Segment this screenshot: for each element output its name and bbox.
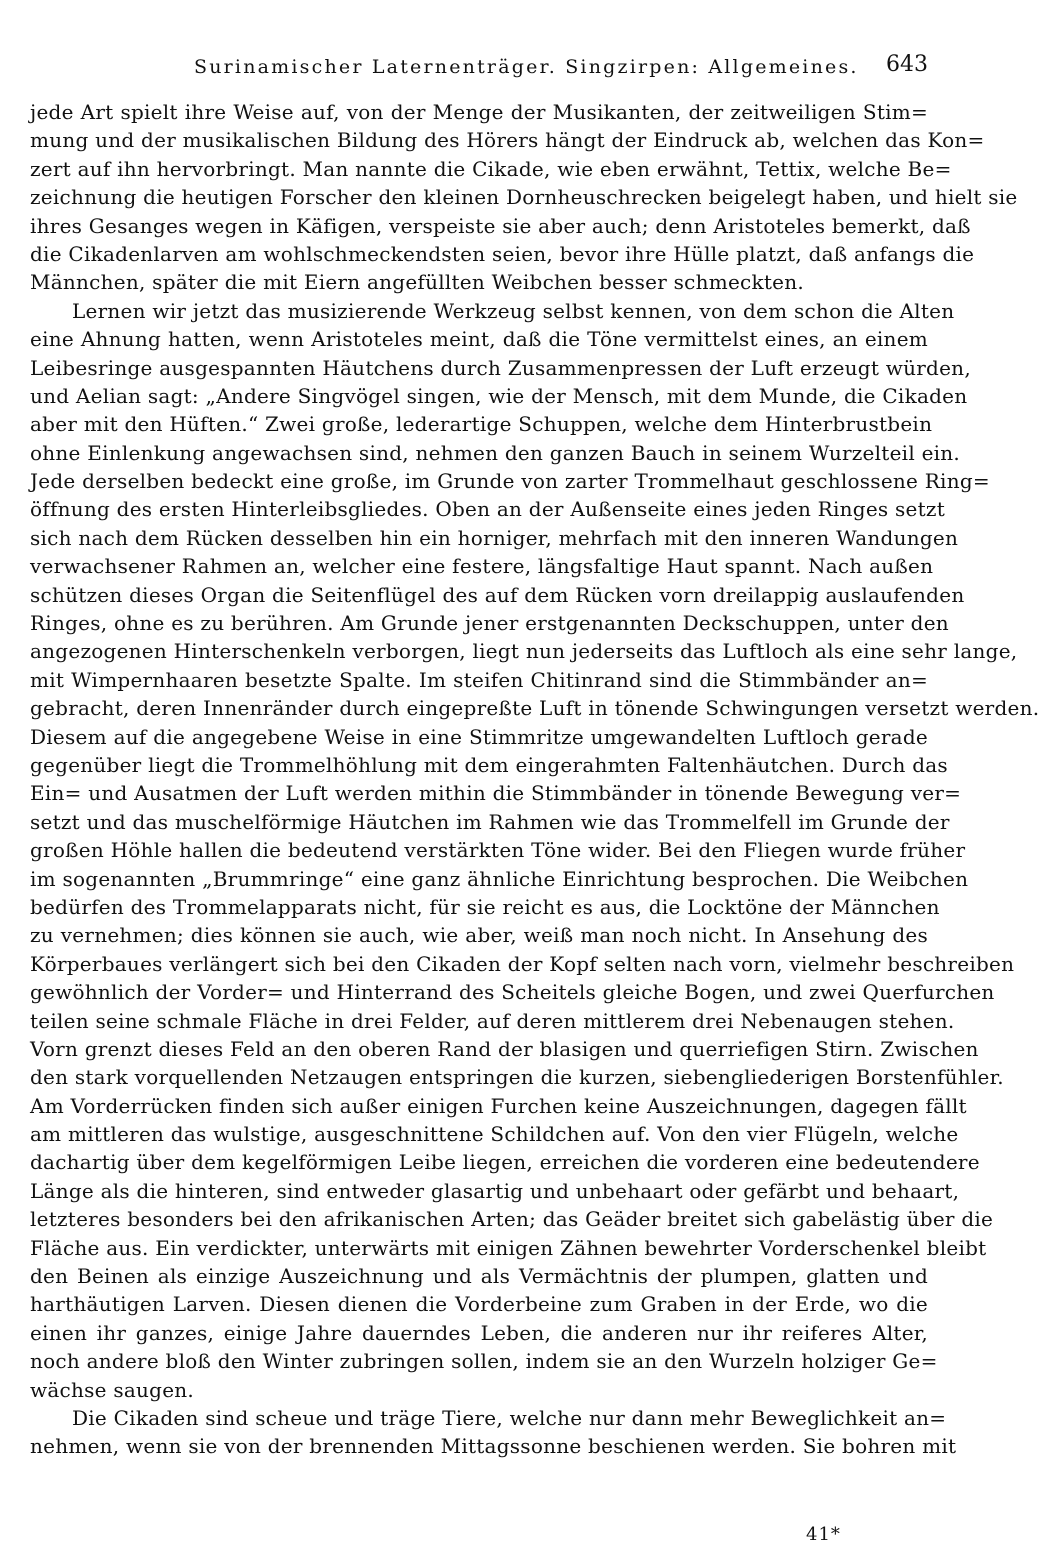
text-line: am mittleren das wulstige, ausgeschnittene Schildchen auf. Von den vier Flügeln, welche: [30, 1122, 959, 1147]
text-line: ihres Gesanges wegen in Käfigen, verspeiste sie aber auch; denn Aristoteles bemerkt, daß: [30, 213, 971, 238]
text-line: großen Höhle hallen die bedeutend verstärkten Töne wider. Bei den Fliegen wurde früher: [30, 838, 966, 863]
text-line: letzteres besonders bei den afrikanischen Arten; das Geäder breitet sich gabelästig über die: [30, 1207, 994, 1232]
text-line: im sogenannten „Brummringe“ eine ganz ähnliche Einrichtung besprochen. Die Weibchen: [30, 866, 969, 891]
running-header: [30, 52, 928, 86]
text-line: bedürfen des Trommelapparats nicht, für sie reicht es aus, die Locktöne der Männchen: [30, 894, 940, 919]
text-line: Die Cikaden sind scheue und träge Tiere, welche nur dann mehr Beweglichkeit an=: [72, 1405, 947, 1430]
text-line: den Beinen als einzige Auszeichnung und als Vermächtnis der plumpen, glatten und: [30, 1264, 928, 1289]
text-line: einen ihr ganzes, einige Jahre dauerndes Leben, die anderen nur ihr reiferes Alter,: [30, 1320, 928, 1345]
text-line: ohne Einlenkung angewachsen sind, nehmen den ganzen Bauch in seinem Wurzelteil ein.: [30, 440, 961, 465]
text-line: sich nach dem Rücken desselben hin ein horniger, mehrfach mit den inneren Wandungen: [30, 525, 959, 550]
text-line: teilen seine schmale Fläche in drei Felder, auf deren mittlerem drei Nebenaugen stehen.: [30, 1008, 955, 1033]
text-line: verwachsener Rahmen an, welcher eine festere, längsfaltige Haut spannt. Nach außen: [30, 554, 934, 579]
text-line: öffnung des ersten Hinterleibsgliedes. Oben an der Außenseite eines jeden Ringes setzt: [30, 497, 945, 522]
text-line: Länge als die hinteren, sind entweder glasartig und unbehaart oder gefärbt und behaart,: [30, 1178, 960, 1203]
text-line: Körperbaues verlängert sich bei den Cikaden der Kopf selten nach vorn, vielmehr beschreiben: [30, 951, 1015, 976]
text-line: wächse saugen.: [30, 1377, 195, 1402]
text-line: nehmen, wenn sie von der brennenden Mittagssonne beschienen werden. Sie bohren mit: [30, 1434, 957, 1459]
text-line: Diesem auf die angegebene Weise in eine Stimmritze umgewandelten Luftloch gerade: [30, 724, 928, 749]
text-line: noch andere bloß den Winter zubringen sollen, indem sie an den Wurzeln holziger Ge=: [30, 1349, 938, 1374]
text-line: Männchen, später die mit Eiern angefüllten Weibchen besser schmeckten.: [30, 270, 804, 295]
paragraph: [30, 1404, 957, 1461]
text-line: aber mit den Hüften.“ Zwei große, lederartige Schuppen, welche dem Hinterbrustbein: [30, 412, 933, 437]
text-line: harthäutigen Larven. Diesen dienen die Vorderbeine zum Graben in der Erde, wo die: [30, 1292, 928, 1317]
text-line: Lernen wir jetzt das musizierende Werkzeug selbst kennen, von dem schon die Alten: [72, 298, 955, 323]
running-title: Surinamischer Laternenträger. Singzirpen: Allgemeines.: [194, 56, 859, 78]
text-line: mung und der musikalischen Bildung des Hörers hängt der Eindruck ab, welchen das Kon=: [30, 128, 985, 153]
text-line: mit Wimpernhaaren besetzte Spalte. Im steifen Chitinrand sind die Stimmbänder an=: [30, 667, 928, 692]
text-line: Ein= und Ausatmen der Luft werden mithin die Stimmbänder in tönende Bewegung ver=: [30, 781, 962, 806]
text-line: setzt und das muschelförmige Häutchen im Rahmen wie das Trommelfell im Grunde der: [30, 809, 950, 834]
page-number: 643: [886, 52, 928, 77]
paragraph: [30, 297, 1039, 1404]
text-line: Am Vorderrücken finden sich außer einigen Furchen keine Auszeichnungen, dagegen fällt: [30, 1093, 967, 1118]
text-line: dachartig über dem kegelförmigen Leibe liegen, erreichen die vorderen eine bedeutendere: [30, 1150, 980, 1175]
text-line: angezogenen Hinterschenkeln verborgen, liegt nun jederseits das Luftloch als eine sehr lange,: [30, 639, 1018, 664]
text-line: Vorn grenzt dieses Feld an den oberen Rand der blasigen und querriefigen Stirn. Zwischen: [30, 1036, 979, 1061]
text-line: jede Art spielt ihre Weise auf, von der Menge der Musikanten, der zeitweiligen Stim=: [30, 100, 928, 124]
text-line: gewöhnlich der Vorder= und Hinterrand des Scheitels gleiche Bogen, und zwei Querfurchen: [30, 980, 995, 1005]
text-line: die Cikadenlarven am wohlschmeckendsten seien, bevor ihre Hülle platzt, daß anfangs die: [30, 241, 975, 266]
text-line: den stark vorquellenden Netzaugen entspringen die kurzen, siebengliederigen Borstenfühler.: [30, 1065, 1004, 1090]
text-line: zeichnung die heutigen Forscher den kleinen Dornheuschrecken beigelegt haben, und hielt sie: [30, 185, 1018, 210]
paragraph: [30, 98, 1018, 297]
text-line: eine Ahnung hatten, wenn Aristoteles meint, daß die Töne vermittelst eines, an einem: [30, 327, 928, 352]
text-line: zu vernehmen; dies können sie auch, wie aber, weiß man noch nicht. In Ansehung des: [30, 923, 928, 948]
text-line: Leibesringe ausgespannten Häutchens durch Zusammenpressen der Luft erzeugt würden,: [30, 355, 971, 380]
body-text: [30, 98, 1039, 1461]
text-line: Ringes, ohne es zu berühren. Am Grunde jener erstgenannten Deckschuppen, unter den: [30, 611, 949, 636]
text-line: zert auf ihn hervorbringt. Man nannte die Cikade, wie eben erwähnt, Tettix, welche Be=: [30, 156, 952, 181]
text-line: Fläche aus. Ein verdickter, unterwärts mit einigen Zähnen bewehrter Vorderschenkel bleibt: [30, 1235, 987, 1260]
signature-mark: 41*: [806, 1524, 841, 1545]
text-line: schützen dieses Organ die Seitenflügel des auf dem Rücken vorn dreilappig auslaufenden: [30, 582, 965, 607]
text-line: gegenüber liegt die Trommelhöhlung mit dem eingerahmten Faltenhäutchen. Durch das: [30, 752, 948, 777]
text-line: gebracht, deren Innenränder durch eingepreßte Luft in tönende Schwingungen versetzt werden.: [30, 696, 1039, 721]
text-line: Jede derselben bedeckt eine große, im Grunde von zarter Trommelhaut geschlossene Ring=: [30, 469, 990, 494]
text-line: und Aelian sagt: „Andere Singvögel singen, wie der Mensch, mit dem Munde, die Cikaden: [30, 383, 968, 408]
